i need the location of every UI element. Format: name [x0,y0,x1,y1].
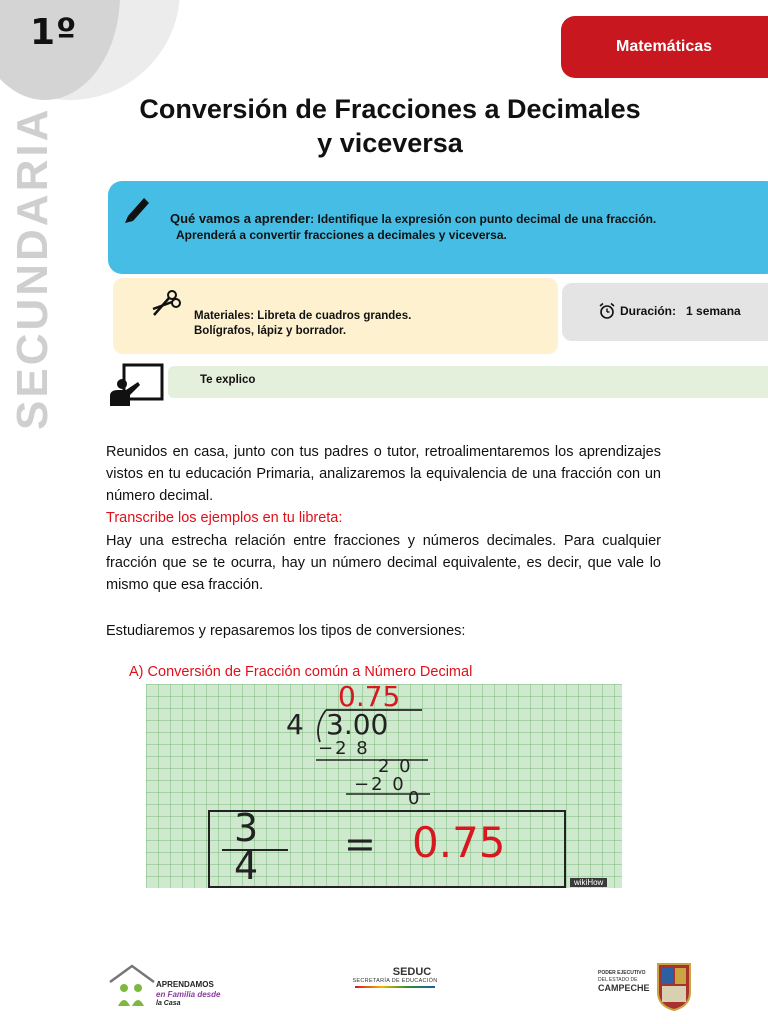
level-vertical-label: SECUNDARIA [8,106,57,430]
paragraph-types: Estudiaremos y repasaremos los tipos de conversiones: [106,623,466,639]
page-title [100,92,680,160]
section-a-heading: A) Conversión de Fracción común a Número Decimal [129,664,473,680]
seduc-line-1: SEDUC [392,966,432,978]
duration-label: Duración: [620,304,677,318]
explain-label: Te explico [200,374,256,386]
paragraph-intro: Reunidos en casa, junto con tus padres o tutor, retroalimentaremos los aprendizajes vistos en tu educación Primaria, analizaremos la equivalencia de una fracción con un número decimal. [106,444,661,504]
rule-2 [346,792,436,796]
campeche-line-3: CAMPECHE [598,983,650,993]
family-house-icon [108,962,156,1008]
fraction-numerator: 3 [234,806,259,850]
scissors-icon [150,287,182,319]
aprendamos-line-3: la Casa [156,1000,181,1007]
seduc-line-2: SECRETARÍA DE EDUCACIÓN [352,978,438,984]
campeche-logo [598,960,698,1014]
subtraction-2: −2 0 [354,774,406,795]
decimal-result: 0.75 [412,818,506,867]
learning-goal-line1: : Identifique la expresión con punto decimal de una fracción. [310,212,657,226]
subject-label: Matemáticas [616,38,713,55]
divisor: 4 [286,708,304,741]
materials-line-2: Bolígrafos, lápiz y borrador. [194,325,347,337]
rule-1 [316,758,436,762]
campeche-line-1: PODER EJECUTIVO [598,970,646,976]
wikihow-watermark: wikiHow [570,878,607,887]
materials-text [194,309,411,339]
equals-sign: = [344,822,376,866]
pencil-icon [122,192,154,224]
seduc-color-bar [355,986,435,988]
campeche-coat-of-arms-icon [656,960,692,1012]
remainder-1: 2 0 [378,756,413,777]
title-line-2: y viceversa [317,128,463,158]
quotient: 0.75 [338,680,401,713]
duration-value: 1 semana [686,304,741,318]
campeche-line-2: DEL ESTADO DE [598,977,638,983]
fraction-denominator: 4 [234,844,259,888]
dividend: 3.00 [326,708,389,741]
learning-goal-line2: Aprenderá a convertir fracciones a decimales y viceversa. [176,228,507,242]
explain-strip [168,366,768,398]
seduc-logo [340,966,450,988]
aprendamos-logo [108,962,228,1012]
remainder-2: 0 [408,788,420,809]
alarm-clock-icon [598,302,616,320]
title-line-1: Conversión de Fracciones a Decimales [139,94,641,124]
paragraph-relation: Hay una estrecha relación entre fracciones y números decimales. Para cualquier fracción que se te ocurra, hay un número decimal equivalente, es decir, que vale lo mismo que esa fracción. [106,533,661,593]
duration-text [598,302,741,320]
grade-label: 1º [30,12,78,53]
teacher-board-icon [108,362,166,408]
aprendamos-line-2: en Familia desde [156,990,221,999]
subject-tab [561,16,768,78]
learning-goal-text [170,211,750,243]
division-illustration [146,680,622,888]
subtraction-1: −2 8 [318,738,370,759]
instruction-text: Transcribe los ejemplos en tu libreta: [106,510,343,526]
aprendamos-line-1: APRENDAMOS [156,980,214,989]
learning-goal-lead: Qué vamos a aprender [170,211,311,226]
materials-line-1: Materiales: Libreta de cuadros grandes. [194,310,412,322]
